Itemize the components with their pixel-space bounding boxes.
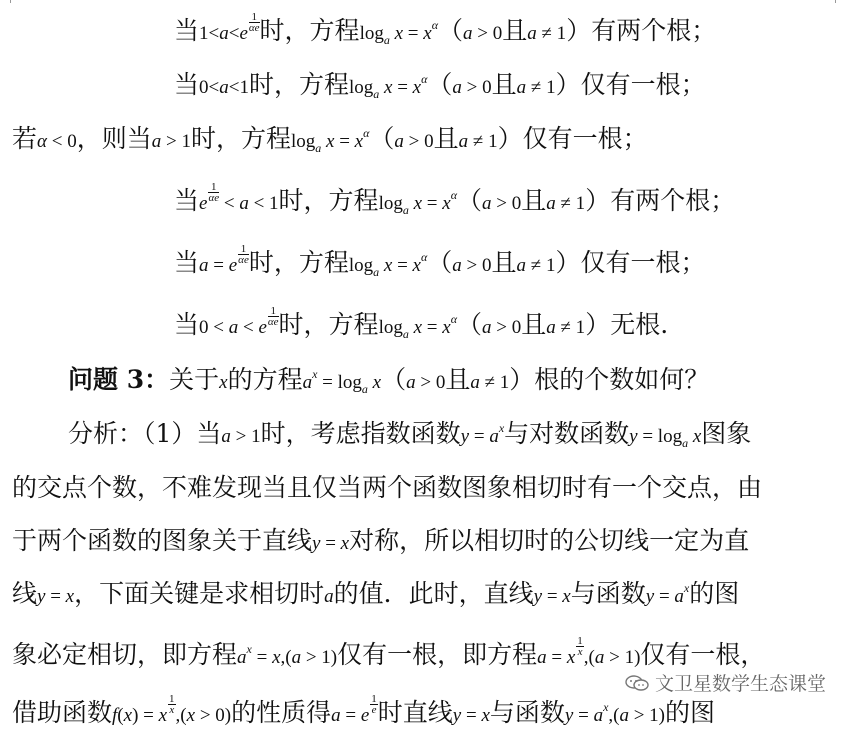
text: 仅有一根， xyxy=(640,640,766,669)
math-expr: $\log_a x = x^\alpha$ xyxy=(348,72,428,101)
text: ）根的个数如何？ xyxy=(509,365,710,394)
text: 时，方程 xyxy=(259,16,360,45)
text: 的交点个数，不难发现当且仅当两个函数图象相切时有一个交点，由 xyxy=(12,473,763,502)
watermark xyxy=(625,669,826,696)
text: 图象 xyxy=(701,419,752,448)
question-line xyxy=(68,365,709,399)
text: 且 xyxy=(521,310,547,339)
math-expr: a ≠ 1 xyxy=(516,77,556,98)
math-expr: $y = a^x,(a > 1)$ xyxy=(564,700,666,726)
text: 且 xyxy=(491,248,517,277)
math-expr: a ≠ 1 xyxy=(546,193,586,214)
text: 于两个函数的图象关于直线 xyxy=(12,526,313,555)
math-expr: a > 1 xyxy=(221,426,261,447)
math-expr: a > 0 xyxy=(482,317,522,338)
math-expr: a > 1 xyxy=(151,131,191,152)
math-expr: x xyxy=(219,372,228,393)
text: 的方程 xyxy=(227,365,303,394)
text: （ xyxy=(457,186,483,215)
text: 时直线 xyxy=(377,698,453,727)
paragraph-line xyxy=(68,419,751,453)
math-expr: 0 < a < e $\frac{1}{\alpha e}$ xyxy=(199,305,279,338)
text-line xyxy=(174,243,706,282)
math-expr: a ≠ 1 xyxy=(527,23,567,44)
math-expr: a ≠ 1 xyxy=(458,131,498,152)
math-expr: a > 0 xyxy=(463,23,503,44)
text: 当 xyxy=(174,186,200,215)
math-expr: y = x xyxy=(312,533,350,554)
math-expr: a ≠ 1 xyxy=(516,255,556,276)
paragraph-line xyxy=(12,579,739,613)
text: 时，方程 xyxy=(248,70,349,99)
math-expr: α < 0 xyxy=(37,131,77,152)
text: 且 xyxy=(502,16,528,45)
wechat-icon xyxy=(625,675,649,691)
text: 与函数 xyxy=(570,579,646,608)
math-expr: a > 0 xyxy=(452,255,492,276)
math-expr: a ≠ 1 xyxy=(470,372,510,393)
text: （ xyxy=(427,70,453,99)
text: 对称，所以相切时的公切线一定为直 xyxy=(349,526,750,555)
margin-tick xyxy=(835,0,836,3)
math-expr: y = x xyxy=(452,705,490,726)
text: 的性质得 xyxy=(231,698,332,727)
text: 若 xyxy=(12,124,38,153)
text: 且 xyxy=(445,365,471,394)
watermark-text: 文卫星数学生态课堂 xyxy=(654,673,826,695)
math-expr: e $\frac{1}{\alpha e}$ < a < 1 xyxy=(199,181,279,214)
text: 与函数 xyxy=(489,698,565,727)
text: 的图 xyxy=(665,698,716,727)
text: 分析：（1）当 xyxy=(68,419,222,448)
text: ）仅有一根； xyxy=(555,248,706,277)
text: 线 xyxy=(12,579,38,608)
math-expr: y = x xyxy=(37,586,75,607)
text: ）仅有一根； xyxy=(497,124,648,153)
math-expr: y = x xyxy=(533,586,571,607)
text: 的值．此时，直线 xyxy=(333,579,534,608)
math-expr: $\log_a x = x^\alpha$ xyxy=(359,18,438,47)
text: 且 xyxy=(491,70,517,99)
text-line xyxy=(174,305,669,344)
math-expr: $\log_a x = x^\alpha$ xyxy=(348,250,428,279)
question-label: 问题 3： xyxy=(68,365,170,394)
math-expr: a > 0 xyxy=(406,372,446,393)
text: 借助函数 xyxy=(12,698,113,727)
text: ）有两个根； xyxy=(566,16,717,45)
text: 仅有一根，即方程 xyxy=(337,640,538,669)
math-expr: $y = \log_a x$ xyxy=(629,426,702,450)
text: （ xyxy=(427,248,453,277)
math-expr: a ≠ 1 xyxy=(546,317,586,338)
text: ，则当 xyxy=(76,124,152,153)
paragraph-line xyxy=(12,693,716,732)
text: 当 xyxy=(174,70,200,99)
math-expr: a = e $\frac{1}{e}$ xyxy=(331,693,377,726)
text-line xyxy=(174,70,706,104)
text-line xyxy=(174,181,736,220)
math-expr: $\log_a x = x^\alpha$ xyxy=(378,312,457,341)
math-expr: $a^x = x,(a > 1)$ xyxy=(237,642,338,668)
text: 当 xyxy=(174,310,200,339)
math-expr: $a^x = \log_a x$ xyxy=(302,367,382,396)
paragraph-line xyxy=(12,526,749,559)
text: ）无根. xyxy=(585,310,669,339)
text-line xyxy=(12,124,648,158)
text: （ xyxy=(457,310,483,339)
text: 时，方程 xyxy=(278,186,379,215)
math-expr: $\log_a x = x^\alpha$ xyxy=(378,188,457,217)
math-expr: a > 0 xyxy=(482,193,522,214)
text: （ xyxy=(438,16,464,45)
math-expr: $\log_a x = x^\alpha$ xyxy=(290,126,370,155)
math-expr: a xyxy=(324,586,334,607)
page-top-border xyxy=(0,0,848,2)
text: ）有两个根； xyxy=(585,186,736,215)
text: 时，方程 xyxy=(278,310,379,339)
text: 关于 xyxy=(169,365,220,394)
math-expr: a > 0 xyxy=(452,77,492,98)
text-line xyxy=(174,11,717,50)
text: 与对数函数 xyxy=(504,419,630,448)
text: 当 xyxy=(174,248,200,277)
text: ，下面关键是求相切时 xyxy=(74,579,325,608)
margin-tick xyxy=(10,0,11,3)
math-expr: 0<a<1 xyxy=(199,77,249,98)
text: 的图 xyxy=(689,579,740,608)
text: 且 xyxy=(521,186,547,215)
math-expr: a = x $\frac{1}{x}$ ,(a > 1) xyxy=(537,635,641,668)
text: 象必定相切，即方程 xyxy=(12,640,238,669)
paragraph-line xyxy=(12,473,762,503)
math-expr: 1<a<e $\frac{1}{\alpha e}$ xyxy=(199,11,260,44)
math-expr: f(x) = x $\frac{1}{x}$ ,(x > 0) xyxy=(112,693,232,726)
text: 时，方程 xyxy=(248,248,349,277)
math-expr: $y = a^x$ xyxy=(460,421,505,447)
math-expr: a > 0 xyxy=(394,131,434,152)
text: 时，方程 xyxy=(190,124,291,153)
text: （ xyxy=(381,365,407,394)
text: （ xyxy=(369,124,395,153)
text: 且 xyxy=(433,124,459,153)
text: 当 xyxy=(174,16,200,45)
math-expr: $y = a^x$ xyxy=(645,581,690,607)
text: 时，考虑指数函数 xyxy=(260,419,461,448)
math-expr: a = e $\frac{1}{\alpha e}$ xyxy=(199,243,249,276)
text: ）仅有一根； xyxy=(555,70,706,99)
